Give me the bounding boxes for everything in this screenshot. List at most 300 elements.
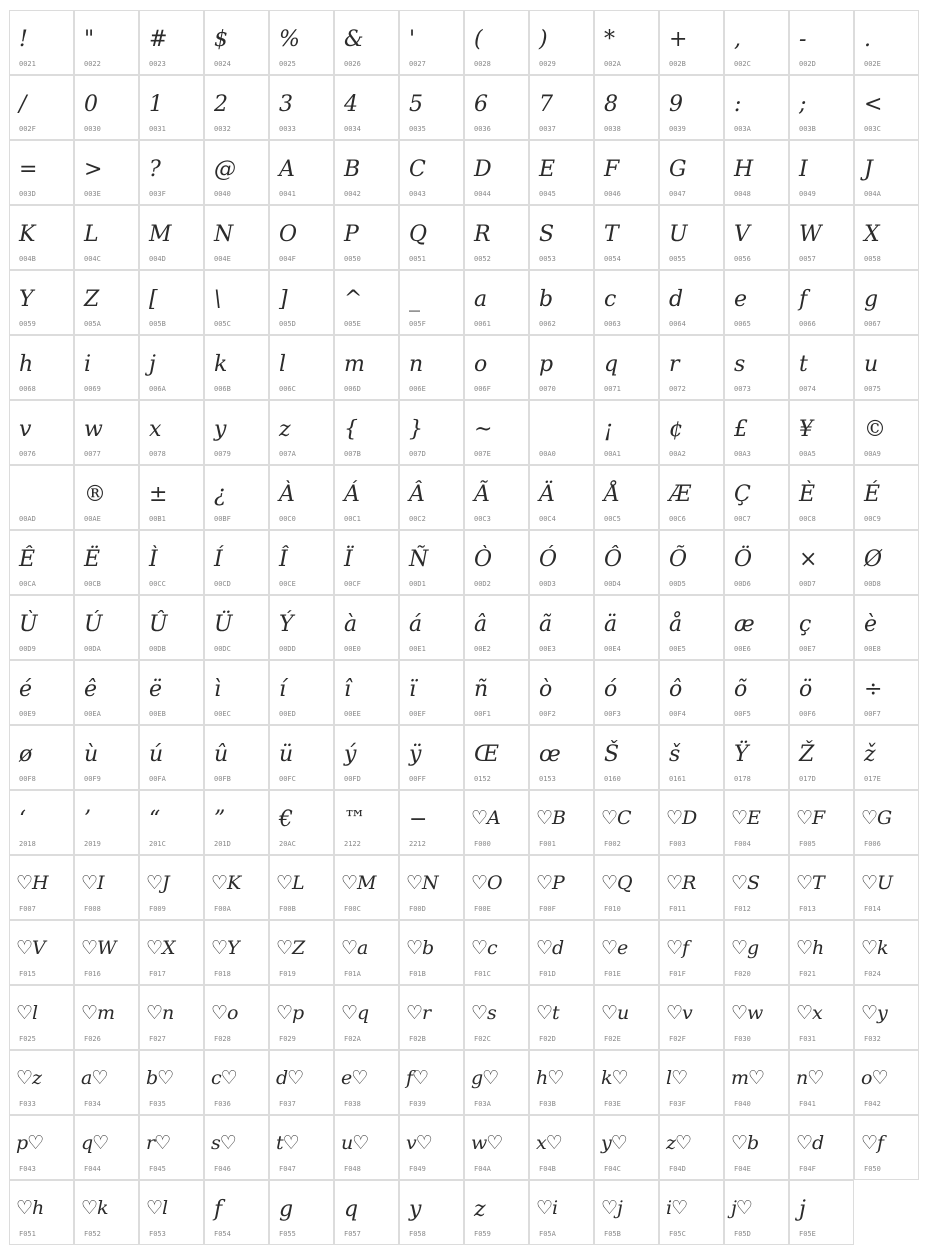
glyph-cell [464, 140, 529, 205]
glyph-sample: > [84, 157, 103, 182]
glyph-codepoint: 00F7 [864, 710, 881, 718]
glyph-cell [594, 335, 659, 400]
glyph-sample: l [279, 352, 287, 377]
glyph-sample: ♡Y [211, 937, 239, 959]
glyph-cell [789, 335, 854, 400]
glyph-cell [789, 140, 854, 205]
glyph-codepoint: F015 [19, 970, 36, 978]
glyph-sample: © [864, 417, 886, 442]
glyph-sample: ♡d [536, 937, 564, 959]
glyph-codepoint: 0028 [474, 60, 491, 68]
glyph-codepoint: 0062 [539, 320, 556, 328]
glyph-sample: ♡b [406, 937, 434, 959]
glyph-cell [74, 1115, 139, 1180]
glyph-cell [9, 335, 74, 400]
glyph-cell [854, 10, 919, 75]
glyph-codepoint: 0033 [279, 125, 296, 133]
glyph-sample: e [734, 287, 748, 312]
glyph-codepoint: 00EE [344, 710, 361, 718]
glyph-codepoint: F00C [344, 905, 361, 913]
glyph-codepoint: 00C5 [604, 515, 621, 523]
glyph-codepoint: 006D [344, 385, 361, 393]
glyph-sample: ç [799, 612, 812, 637]
glyph-cell [724, 920, 789, 985]
glyph-cell [464, 270, 529, 335]
glyph-codepoint: 0051 [409, 255, 426, 263]
glyph-cell [74, 1050, 139, 1115]
glyph-sample: ♡K [211, 872, 241, 894]
glyph-cell [724, 465, 789, 530]
glyph-codepoint: F032 [864, 1035, 881, 1043]
glyph-cell [334, 660, 399, 725]
glyph-cell [529, 465, 594, 530]
glyph-codepoint: F03F [669, 1100, 686, 1108]
glyph-codepoint: F00D [409, 905, 426, 913]
glyph-codepoint: 0059 [19, 320, 36, 328]
glyph-cell [659, 530, 724, 595]
glyph-cell [854, 1115, 919, 1180]
glyph-cell [139, 920, 204, 985]
glyph-codepoint: 00E8 [864, 645, 881, 653]
glyph-cell [74, 335, 139, 400]
glyph-codepoint: F02D [539, 1035, 556, 1043]
glyph-cell [74, 855, 139, 920]
glyph-codepoint: 00C8 [799, 515, 816, 523]
glyph-codepoint: F05B [604, 1230, 621, 1238]
glyph-sample: ♡X [146, 937, 175, 959]
glyph-sample: ~ [474, 417, 493, 442]
glyph-sample: E [539, 157, 556, 182]
glyph-sample: ± [149, 482, 168, 507]
glyph-codepoint: 00B1 [149, 515, 166, 523]
glyph-sample: Â [409, 482, 425, 507]
glyph-cell [334, 530, 399, 595]
glyph-sample: ä [604, 612, 618, 637]
glyph-codepoint: 0152 [474, 775, 491, 783]
glyph-sample: a♡ [81, 1067, 108, 1089]
glyph-codepoint: F034 [84, 1100, 101, 1108]
glyph-sample: ¡ [604, 417, 613, 442]
glyph-cell [659, 985, 724, 1050]
glyph-codepoint: 003A [734, 125, 751, 133]
glyph-sample: X [864, 222, 880, 247]
glyph-codepoint: 0052 [474, 255, 491, 263]
glyph-codepoint: 003C [864, 125, 881, 133]
glyph-cell [334, 10, 399, 75]
glyph-codepoint: 0160 [604, 775, 621, 783]
glyph-cell [854, 725, 919, 790]
glyph-sample: ? [149, 157, 161, 182]
glyph-codepoint: 00E9 [19, 710, 36, 718]
glyph-cell [789, 920, 854, 985]
glyph-codepoint: 006B [214, 385, 231, 393]
glyph-cell [204, 1115, 269, 1180]
glyph-cell [139, 465, 204, 530]
glyph-cell [204, 1180, 269, 1245]
glyph-sample: ’ [84, 807, 91, 832]
glyph-codepoint: 00CB [84, 580, 101, 588]
glyph-codepoint: F04A [474, 1165, 491, 1173]
glyph-sample: ã [539, 612, 553, 637]
glyph-codepoint: 0067 [864, 320, 881, 328]
glyph-codepoint: 0063 [604, 320, 621, 328]
glyph-codepoint: 002E [864, 60, 881, 68]
glyph-cell [529, 270, 594, 335]
glyph-cell [464, 75, 529, 140]
glyph-sample: ♡P [536, 872, 564, 894]
glyph-codepoint: F059 [474, 1230, 491, 1238]
glyph-codepoint: F037 [279, 1100, 296, 1108]
glyph-cell [9, 1050, 74, 1115]
glyph-cell [399, 985, 464, 1050]
glyph-sample: Ö [734, 547, 753, 572]
glyph-sample: q [604, 352, 619, 377]
glyph-sample: Ê [19, 547, 36, 572]
glyph-codepoint: F014 [864, 905, 881, 913]
glyph-sample: A [279, 157, 295, 182]
glyph-codepoint: F047 [279, 1165, 296, 1173]
glyph-codepoint: 2212 [409, 840, 426, 848]
glyph-codepoint: 0066 [799, 320, 816, 328]
glyph-codepoint: 0042 [344, 190, 361, 198]
glyph-cell [854, 790, 919, 855]
glyph-sample: j [799, 1197, 806, 1222]
glyph-cell [9, 75, 74, 140]
glyph-cell [9, 465, 74, 530]
glyph-codepoint: 00C1 [344, 515, 361, 523]
glyph-codepoint: 0078 [149, 450, 166, 458]
glyph-cell [139, 400, 204, 465]
glyph-sample: . [864, 27, 871, 52]
glyph-codepoint: 005C [214, 320, 231, 328]
glyph-sample: ♡M [341, 872, 376, 894]
glyph-sample: À [279, 482, 295, 507]
glyph-sample: î [344, 677, 352, 702]
glyph-codepoint: F01B [409, 970, 426, 978]
glyph-cell [74, 140, 139, 205]
glyph-sample: ♡O [471, 872, 502, 894]
glyph-codepoint: 0040 [214, 190, 231, 198]
glyph-codepoint: 0065 [734, 320, 751, 328]
glyph-cell [204, 75, 269, 140]
glyph-sample: I [799, 157, 808, 182]
glyph-sample: ♡k [81, 1197, 108, 1219]
glyph-codepoint: 007E [474, 450, 491, 458]
glyph-cell [854, 855, 919, 920]
glyph-sample: 9 [669, 92, 683, 117]
glyph-cell [789, 530, 854, 595]
glyph-sample: ™ [344, 807, 366, 832]
glyph-cell [789, 1050, 854, 1115]
glyph-sample: v [19, 417, 32, 442]
glyph-codepoint: F05C [669, 1230, 686, 1238]
glyph-cell [659, 400, 724, 465]
glyph-codepoint: 003F [149, 190, 166, 198]
glyph-cell [74, 205, 139, 270]
glyph-sample: ] [279, 287, 288, 312]
glyph-codepoint: 00D3 [539, 580, 556, 588]
glyph-codepoint: 00D7 [799, 580, 816, 588]
glyph-codepoint: 00D5 [669, 580, 686, 588]
glyph-sample: s [734, 352, 746, 377]
glyph-cell [594, 1115, 659, 1180]
glyph-codepoint: 00A5 [799, 450, 816, 458]
glyph-cell [399, 855, 464, 920]
glyph-cell [789, 595, 854, 660]
glyph-cell [399, 595, 464, 660]
glyph-sample: Ä [539, 482, 555, 507]
glyph-cell [789, 1180, 854, 1245]
glyph-codepoint: 00CC [149, 580, 166, 588]
glyph-cell [789, 660, 854, 725]
glyph-sample: ù [84, 742, 99, 767]
glyph-sample: Å [604, 482, 620, 507]
glyph-cell [789, 985, 854, 1050]
glyph-codepoint: F004 [734, 840, 751, 848]
glyph-cell [269, 465, 334, 530]
glyph-sample: 4 [344, 92, 358, 117]
glyph-sample: ♡g [731, 937, 759, 959]
glyph-cell [789, 1115, 854, 1180]
glyph-codepoint: F00F [539, 905, 556, 913]
glyph-cell [854, 1050, 919, 1115]
glyph-codepoint: 00D9 [19, 645, 36, 653]
glyph-codepoint: 20AC [279, 840, 296, 848]
glyph-sample: ^ [344, 287, 363, 312]
glyph-sample: } [409, 417, 423, 442]
glyph-sample: y [214, 417, 227, 442]
glyph-codepoint: 0035 [409, 125, 426, 133]
glyph-cell [334, 595, 399, 660]
glyph-codepoint: F021 [799, 970, 816, 978]
glyph-codepoint: F026 [84, 1035, 101, 1043]
glyph-sample: â [474, 612, 488, 637]
glyph-sample: Ý [279, 612, 294, 637]
glyph-sample: Ï [344, 547, 353, 572]
glyph-cell [269, 660, 334, 725]
glyph-codepoint: F00E [474, 905, 491, 913]
glyph-codepoint: F02C [474, 1035, 491, 1043]
glyph-sample: Ó [539, 547, 558, 572]
glyph-codepoint: F008 [84, 905, 101, 913]
glyph-cell [74, 270, 139, 335]
glyph-codepoint: 00E2 [474, 645, 491, 653]
glyph-codepoint: F003 [669, 840, 686, 848]
glyph-sample: ø [19, 742, 33, 767]
glyph-cell [724, 205, 789, 270]
glyph-sample: Q [409, 222, 428, 247]
glyph-codepoint: 00DA [84, 645, 101, 653]
glyph-cell [204, 660, 269, 725]
glyph-codepoint: 006A [149, 385, 166, 393]
glyph-cell [9, 1115, 74, 1180]
glyph-cell [464, 920, 529, 985]
glyph-sample: m♡ [731, 1067, 765, 1089]
glyph-sample: û [214, 742, 229, 767]
glyph-sample: r♡ [146, 1132, 171, 1154]
glyph-sample: ♡T [796, 872, 824, 894]
glyph-cell [269, 920, 334, 985]
glyph-codepoint: 006C [279, 385, 296, 393]
glyph-sample: B [344, 157, 361, 182]
glyph-cell [659, 790, 724, 855]
glyph-sample: o♡ [861, 1067, 888, 1089]
glyph-cell [74, 1180, 139, 1245]
glyph-sample: 3 [279, 92, 293, 117]
glyph-sample: k♡ [601, 1067, 628, 1089]
glyph-cell [659, 595, 724, 660]
glyph-cell [9, 660, 74, 725]
glyph-sample: < [864, 92, 883, 117]
glyph-cell [594, 595, 659, 660]
glyph-grid [9, 10, 921, 1245]
glyph-sample: g [864, 287, 879, 312]
glyph-codepoint: 00F5 [734, 710, 751, 718]
glyph-cell [464, 595, 529, 660]
glyph-codepoint: 0037 [539, 125, 556, 133]
glyph-codepoint: F045 [149, 1165, 166, 1173]
glyph-cell [334, 790, 399, 855]
glyph-codepoint: F05E [799, 1230, 816, 1238]
glyph-sample: ♡Q [601, 872, 632, 894]
glyph-codepoint: 00E7 [799, 645, 816, 653]
glyph-sample: ♡I [81, 872, 104, 894]
glyph-sample: ♡D [666, 807, 697, 829]
glyph-codepoint: 017D [799, 775, 816, 783]
glyph-sample: ♡u [601, 1002, 629, 1024]
glyph-codepoint: 00C9 [864, 515, 881, 523]
glyph-sample: r [669, 352, 680, 377]
glyph-sample: f♡ [406, 1067, 429, 1089]
glyph-sample: g♡ [471, 1067, 499, 1089]
glyph-sample: Î [279, 547, 288, 572]
glyph-codepoint: 0073 [734, 385, 751, 393]
glyph-cell [724, 400, 789, 465]
glyph-codepoint: 007B [344, 450, 361, 458]
glyph-sample: g [279, 1197, 294, 1222]
glyph-sample: È [799, 482, 816, 507]
glyph-sample: ; [799, 92, 807, 117]
glyph-codepoint: 00F8 [19, 775, 36, 783]
glyph-cell [269, 400, 334, 465]
glyph-cell [659, 1050, 724, 1115]
glyph-sample: Z [84, 287, 100, 312]
glyph-sample: z [474, 1197, 486, 1222]
glyph-cell [529, 205, 594, 270]
glyph-sample: V [734, 222, 750, 247]
glyph-cell [464, 1180, 529, 1245]
glyph-codepoint: 005F [409, 320, 426, 328]
glyph-cell [529, 75, 594, 140]
glyph-sample: z [279, 417, 291, 442]
glyph-codepoint: 005B [149, 320, 166, 328]
glyph-cell [854, 140, 919, 205]
glyph-codepoint: 00A2 [669, 450, 686, 458]
glyph-sample: d [669, 287, 684, 312]
glyph-codepoint: 00ED [279, 710, 296, 718]
glyph-codepoint: 0075 [864, 385, 881, 393]
glyph-cell [399, 1050, 464, 1115]
glyph-cell [139, 75, 204, 140]
glyph-codepoint: 00EC [214, 710, 231, 718]
glyph-sample: œ [539, 742, 561, 767]
glyph-sample: ♡N [406, 872, 438, 894]
glyph-cell [139, 140, 204, 205]
glyph-sample: i♡ [666, 1197, 688, 1219]
glyph-cell [464, 400, 529, 465]
glyph-sample: × [799, 547, 818, 572]
glyph-sample: L [84, 222, 99, 247]
glyph-sample: ! [19, 27, 28, 52]
glyph-codepoint: F033 [19, 1100, 36, 1108]
glyph-sample: ♡H [16, 872, 48, 894]
glyph-codepoint: F05A [539, 1230, 556, 1238]
glyph-cell [269, 205, 334, 270]
glyph-sample: ò [539, 677, 553, 702]
glyph-codepoint: F041 [799, 1100, 816, 1108]
glyph-codepoint: 0021 [19, 60, 36, 68]
glyph-cell [529, 595, 594, 660]
glyph-cell [724, 140, 789, 205]
glyph-sample: Õ [669, 547, 688, 572]
glyph-codepoint: F002 [604, 840, 621, 848]
glyph-codepoint: F027 [149, 1035, 166, 1043]
glyph-sample: − [409, 807, 428, 832]
glyph-cell [659, 465, 724, 530]
glyph-cell [529, 1180, 594, 1245]
glyph-sample: Œ [474, 742, 500, 767]
glyph-sample: ¢ [669, 417, 683, 442]
glyph-sample: £ [734, 417, 748, 442]
glyph-sample: ♡E [731, 807, 760, 829]
glyph-codepoint: 00EB [149, 710, 166, 718]
glyph-cell [269, 855, 334, 920]
glyph-sample: - [799, 27, 807, 52]
glyph-sample: o [474, 352, 488, 377]
glyph-sample: á [409, 612, 423, 637]
glyph-sample: ï [409, 677, 417, 702]
glyph-codepoint: 201C [149, 840, 166, 848]
glyph-cell [269, 10, 334, 75]
glyph-cell [594, 400, 659, 465]
glyph-sample: é [19, 677, 33, 702]
glyph-codepoint: 00D6 [734, 580, 751, 588]
glyph-codepoint: F020 [734, 970, 751, 978]
glyph-cell [269, 790, 334, 855]
glyph-codepoint: 00F6 [799, 710, 816, 718]
glyph-codepoint: 002A [604, 60, 621, 68]
glyph-cell [789, 10, 854, 75]
glyph-cell [529, 790, 594, 855]
glyph-cell [269, 1050, 334, 1115]
glyph-sample: F [604, 157, 620, 182]
glyph-cell [594, 270, 659, 335]
glyph-sample: 2 [214, 92, 228, 117]
glyph-sample: € [279, 807, 293, 832]
glyph-cell [724, 790, 789, 855]
glyph-codepoint: 0038 [604, 125, 621, 133]
glyph-sample: Æ [669, 482, 692, 507]
glyph-cell [139, 855, 204, 920]
glyph-codepoint: 00EA [84, 710, 101, 718]
glyph-cell [789, 465, 854, 530]
glyph-codepoint: F018 [214, 970, 231, 978]
glyph-sample: ♡n [146, 1002, 174, 1024]
glyph-codepoint: 201D [214, 840, 231, 848]
glyph-sample: u [864, 352, 879, 377]
glyph-cell [594, 140, 659, 205]
glyph-sample: ) [539, 27, 548, 52]
